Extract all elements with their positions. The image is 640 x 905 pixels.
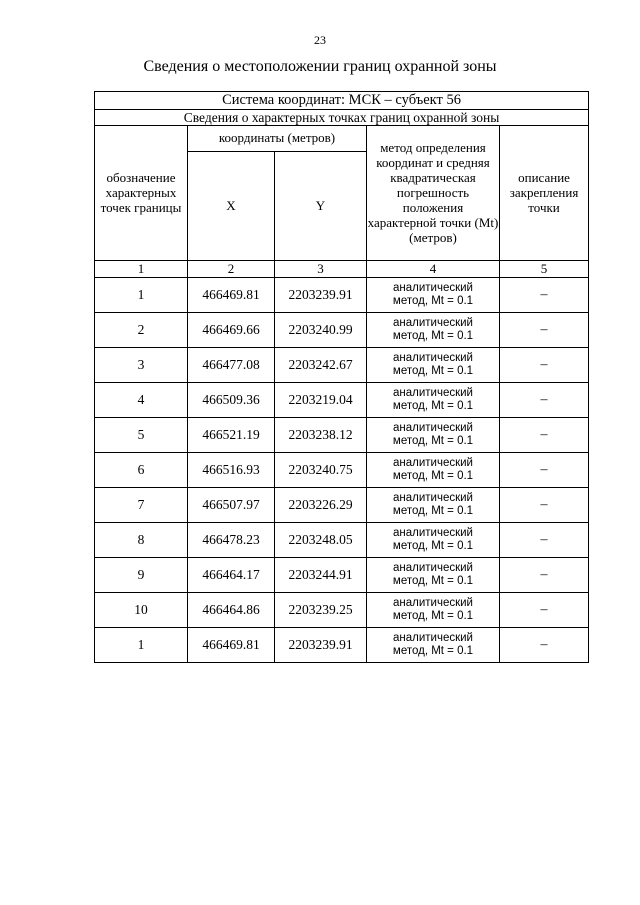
point-cell: 8 (95, 523, 188, 558)
y-coordinate-cell: 2203240.99 (275, 313, 367, 348)
table-row (95, 558, 589, 593)
y-coordinate-cell: 2203239.91 (275, 628, 367, 663)
method-line: метод, Mt = 0.1 (392, 540, 474, 553)
x-coordinate-cell: 466507.97 (188, 488, 275, 523)
y-coordinate-cell: 2203248.05 (275, 523, 367, 558)
point-cell: 1 (95, 628, 188, 663)
method-cell (367, 523, 500, 558)
table-row (95, 383, 589, 418)
method-line: аналитический (393, 281, 473, 294)
section-title-cell: Сведения о характерных точках границ охранной зоны (95, 109, 589, 126)
x-coordinate-cell: 466469.81 (188, 278, 275, 313)
method-line: метод, Mt = 0.1 (392, 295, 474, 308)
section-title-row (95, 109, 589, 126)
x-coordinate-cell: 466478.23 (188, 523, 275, 558)
point-cell: 5 (95, 418, 188, 453)
method-line: метод, Mt = 0.1 (392, 645, 474, 658)
point-cell: 10 (95, 593, 188, 628)
y-coordinate-cell: 2203239.91 (275, 278, 367, 313)
fixing-cell: – (500, 278, 589, 313)
y-coordinate-cell: 2203226.29 (275, 488, 367, 523)
point-cell: 4 (95, 383, 188, 418)
table-row (95, 593, 589, 628)
point-cell: 7 (95, 488, 188, 523)
method-line: аналитический (393, 386, 473, 399)
method-line: аналитический (393, 631, 473, 644)
point-cell: 3 (95, 348, 188, 383)
point-cell: 9 (95, 558, 188, 593)
table-row (95, 488, 589, 523)
x-coordinate-cell: 466469.81 (188, 628, 275, 663)
method-line: аналитический (393, 491, 473, 504)
method-line: аналитический (393, 596, 473, 609)
boundary-points-table (94, 91, 589, 663)
method-cell (367, 558, 500, 593)
header-row (95, 126, 589, 152)
fixing-cell: – (500, 348, 589, 383)
x-coordinate-cell: 466521.19 (188, 418, 275, 453)
method-cell (367, 488, 500, 523)
fixing-cell: – (500, 523, 589, 558)
table-row (95, 418, 589, 453)
column-number: 5 (500, 261, 589, 278)
x-coordinate-cell: 466464.17 (188, 558, 275, 593)
method-line: аналитический (393, 526, 473, 539)
column-number: 1 (95, 261, 188, 278)
fixing-cell: – (500, 593, 589, 628)
page-number: 23 (314, 33, 326, 47)
method-line: метод, Mt = 0.1 (392, 400, 474, 413)
fixing-cell: – (500, 628, 589, 663)
header-point-designation: обозначение характерных точек границы (95, 126, 188, 261)
method-line: аналитический (393, 316, 473, 329)
point-cell: 2 (95, 313, 188, 348)
fixing-cell: – (500, 488, 589, 523)
header-coordinates: координаты (метров) (188, 126, 367, 152)
fixing-cell: – (500, 418, 589, 453)
x-coordinate-cell: 466509.36 (188, 383, 275, 418)
method-cell (367, 593, 500, 628)
table-row (95, 313, 589, 348)
fixing-cell: – (500, 453, 589, 488)
column-number: 4 (367, 261, 500, 278)
y-coordinate-cell: 2203219.04 (275, 383, 367, 418)
method-cell (367, 383, 500, 418)
x-coordinate-cell: 466464.86 (188, 593, 275, 628)
y-coordinate-cell: 2203242.67 (275, 348, 367, 383)
point-cell: 6 (95, 453, 188, 488)
header-fixing-description: описание закрепления точки (500, 126, 589, 261)
method-cell (367, 628, 500, 663)
method-line: аналитический (393, 561, 473, 574)
y-coordinate-cell: 2203244.91 (275, 558, 367, 593)
method-line: метод, Mt = 0.1 (392, 330, 474, 343)
method-line: метод, Mt = 0.1 (392, 505, 474, 518)
method-line: аналитический (393, 421, 473, 434)
method-line: метод, Mt = 0.1 (392, 435, 474, 448)
header-y: Y (275, 152, 367, 261)
table-row (95, 523, 589, 558)
method-line: метод, Mt = 0.1 (392, 610, 474, 623)
table-row (95, 348, 589, 383)
fixing-cell: – (500, 313, 589, 348)
method-cell (367, 313, 500, 348)
table-row (95, 278, 589, 313)
method-line: аналитический (393, 351, 473, 364)
coordinate-system-row (95, 92, 589, 110)
header-method: метод определения координат и средняя квадратическая погрешность положения характерной точки (Mt) (метров) (367, 126, 500, 261)
method-cell (367, 278, 500, 313)
y-coordinate-cell: 2203240.75 (275, 453, 367, 488)
x-coordinate-cell: 466516.93 (188, 453, 275, 488)
column-numbers-row (95, 261, 589, 278)
table-row (95, 453, 589, 488)
column-number: 2 (188, 261, 275, 278)
y-coordinate-cell: 2203238.12 (275, 418, 367, 453)
table-row (95, 628, 589, 663)
y-coordinate-cell: 2203239.25 (275, 593, 367, 628)
document-title: Сведения о местоположении границ охранной зоны (143, 58, 497, 75)
point-cell: 1 (95, 278, 188, 313)
method-line: метод, Mt = 0.1 (392, 365, 474, 378)
coordinate-system-cell: Система координат: МСК – субъект 56 (95, 92, 589, 110)
method-line: метод, Mt = 0.1 (392, 470, 474, 483)
method-line: аналитический (393, 456, 473, 469)
method-cell (367, 348, 500, 383)
x-coordinate-cell: 466477.08 (188, 348, 275, 383)
column-number: 3 (275, 261, 367, 278)
method-cell (367, 453, 500, 488)
header-x: X (188, 152, 275, 261)
method-line: метод, Mt = 0.1 (392, 575, 474, 588)
method-cell (367, 418, 500, 453)
fixing-cell: – (500, 383, 589, 418)
x-coordinate-cell: 466469.66 (188, 313, 275, 348)
fixing-cell: – (500, 558, 589, 593)
